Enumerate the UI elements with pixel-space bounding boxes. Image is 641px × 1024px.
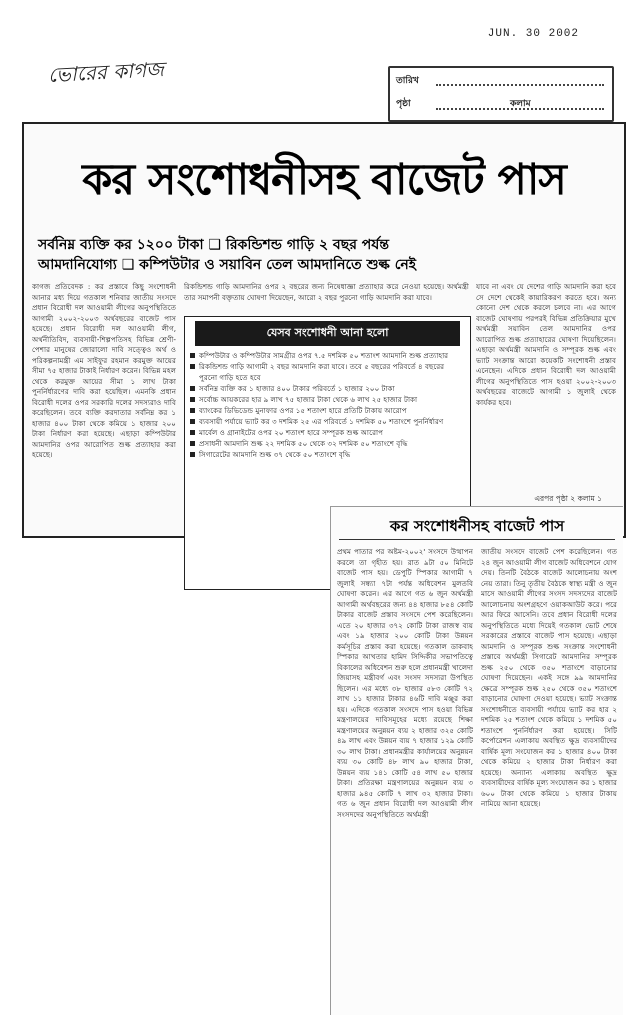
article-clipping-front bbox=[22, 122, 626, 538]
amendment-item: সিগারেটের আমদানি শুল্ক ৩৭ থেকে ৫০ শতাংশে বৃদ্ধি bbox=[185, 449, 470, 460]
amendment-item: ব্যাংকের ডিভিডেন্ড মুনাফার ওপর ১৫ শতাংশ হারে প্রতিটি টাকায় আরোপ bbox=[185, 405, 470, 416]
article-column-left: কাগজ প্রতিবেদক : কর প্রস্তাবে কিছু সংশোধনী আনার মধ্য দিয়ে গতকাল শনিবার জাতীয় সংসদে প্রধান বিরোধী দল আওয়ামী লীগের অনুপস্থিতিতে আগামী ২০০২-২০০৩ অর্থবছরের বাজেট পাস হয়েছে। প্রধান বিরোধী দল আওয়ামী লীগ, অর্থনীতিবিদ, ব্যবসায়ী-শিল্পপতিসহ বিভিন্ন শ্রেণী-পেশার মানুষের জোরালো দাবি সত্ত্বেও অর্থ ও পরিকল্পনামন্ত্রী এম সাইফুর রহমান করমুক্ত আয়ের সীমা ৭৫ হাজার টাকাই নির্ধারণ করেন। বিভিন্ন মহল থেকে করমুক্ত আয়ের সীমা ১ লাখ টাকা পুনর্নির্ধারণের দাবি করা হয়েছিল। এমনকি প্রধান বিরোধী দলের ওপর সরকারি দলের সদস্যরাও দাবি করেছিলেন। তবে ব্যক্তি করদাতার সর্বনিম্ন কর ১ হাজার ৪০০ টাকা থেকে কমিয়ে ১ হাজার ২০০ টাকা নির্ধারণ করা হয়েছে। এছাড়া কম্পিউটার আমদানির ওপর আরোপিত শুল্ক প্রত্যাহার করা হয়েছে। bbox=[32, 282, 176, 459]
continued-headline: কর সংশোধনীসহ বাজেট পাস bbox=[389, 517, 565, 535]
stamp-page-label: পৃষ্ঠা bbox=[396, 99, 411, 109]
stamp-column-label: কলাম bbox=[510, 99, 531, 109]
amendment-item: সর্বোচ্চ আয়করের হার ৯ লাখ ৭৫ হাজার টাকা থেকে ৬ লাখ ২৫ হাজার টাকা bbox=[185, 394, 470, 405]
date-stamp: JUN. 30 2002 bbox=[487, 28, 579, 40]
amendment-item: প্রসাধনী আমদানি শুল্ক ২২ দশমিক ৫০ থেকে ৩২ দশমিক ৫০ শতাংশে বৃদ্ধি bbox=[185, 438, 470, 449]
archive-stamp bbox=[388, 66, 614, 122]
article-column-middle-top: রিকন্ডিশন্ড গাড়ি আমদানির ওপর ২ বছরের জন্য নিষেধাজ্ঞা প্রত্যাহার করে নেওয়া হয়েছে। অর্থমন্ত্রী তার সমাপনী বক্তৃতায় ঘোষণা দিয়েছেন, আরো ২ বছর পুরনো গাড়ি আমদানি করা যাবে। bbox=[184, 282, 469, 302]
subheadline-1: সর্বনিম্ন ব্যক্তি কর ১২০০ টাকা ❑ রিকন্ডিশন্ড গাড়ি ২ বছর পর্যন্ত bbox=[38, 237, 389, 253]
amendment-item: মার্বেল ও গ্রানাইটের ওপর ২০ শতাংশ হারে সম্পূরক শুল্ক আরোপ bbox=[185, 427, 470, 438]
continued-column-a: প্রথম পাতার পর অষ্টম-২০০২' সংসদে উত্থাপন করলে তা গৃহীত হয়। রাত ৯টা ৫০ মিনিটে বাজেট পাস হয়। ডেপুটি স্পিকার আগামী ৭ জুলাই সন্ধ্যা ৭টা পর্যন্ত অধিবেশন মুলতবি ঘোষণা করেন। এর আগে গত ৬ জুন অর্থমন্ত্রী আগামী অর্থবছরের জন্য ৪৪ হাজার ৮৫৪ কোটি টাকার বাজেট প্রস্তাব সংসদে পেশ করেছিলেন। এতে ২০ হাজার ৩৭২ কোটি টাকা রাজস্ব ব্যয় এবং ১৯ হাজার ২০০ কোটি টাকা উন্নয়ন কর্মসূচির প্রস্তাব করা হয়েছে। গতকাল ডাকবাহ স্পিকার আখতার হামিদ সিদ্দিকীর সভাপতিত্বে বিকালের অধিবেশন শুরু হলে প্রধানমন্ত্রী খালেদা জিয়াসহ মন্ত্রীবর্গ এবং সংসদ সদস্যরা উপস্থিত ছিলেন। এর মধ্যে ৩৮ হাজার ৫৮৩ কোটি ৭২ লাখ ১১ হাজার টাকার ৪৬টি দাবি মঞ্জুর করা হয়। এদিকে গতকাল সংসদে পাস হওয়া বিভিন্ন মন্ত্রণালয়ের দাবিসমূহের মধ্যে রয়েছে শিক্ষা মন্ত্রণালয়ের অনুন্নয়ন ব্যয় ২ হাজার ৩২৫ কোটি ৪৯ লাখ এবং উন্নয়ন ব্যয় ৭ হাজার ১২৯ কোটি ৩০ লাখ টাকা। প্রধানমন্ত্রীর কার্যালয়ের অনুন্নয়ন ব্যয় ৩০ কোটি ৪৮ লাখ ৯০ হাজার টাকা, উন্নয়ন ব্যয় ১৪১ কোটি ৫৪ লাখ ৫০ হাজার টাকা। প্রতিরক্ষা মন্ত্রণালয়ের অনুন্নয়ন ব্যয় ৩ হাজার ৯৪৫ কোটি ৭ লাখ ৩২ হাজার টাকা। গত ৬ জুন প্রধান বিরোধী দল আওয়ামী লীগ সংসদদের অনুপস্থিতিতে অর্থমন্ত্রী bbox=[337, 547, 473, 819]
stamp-date-label: তারিখ bbox=[396, 76, 419, 86]
headline-rule bbox=[339, 539, 615, 540]
amendment-item: রিকন্ডিশন্ড গাড়ি আগামী ২ বছর আমদানি করা যাবে। তবে ৫ বছরের পরিবর্তে ৪ বছরের পুরনো গাড়ি হতে হবে bbox=[185, 361, 470, 383]
stamp-page-line bbox=[436, 108, 604, 110]
amendments-box-title: যেসব সংশোধনী আনা হলো bbox=[195, 321, 460, 346]
subheadline-2: আমদানিযোগ্য ❑ কম্পিউটার ও সয়াবিন তেল আমদানিতে শুল্ক নেই bbox=[38, 257, 417, 273]
amendment-item: ব্যবসায়ী পর্যায়ে ভ্যাট কর ৩ দশমিক ২৫ এর পরিবর্তে ১ দশমিক ৫০ শতাংশে পুনর্নির্ধারণ bbox=[185, 416, 470, 427]
newspaper-masthead: ভোরের কাগজ bbox=[47, 56, 165, 88]
stamp-date-line bbox=[436, 84, 604, 86]
article-clipping-continued bbox=[330, 506, 623, 1015]
article-column-right: যাবে না এবং যে দেশের গাড়ি আমদানি করা হবে সে দেশে থেকেই কায়ারিকরণ করতে হবে। অন্য কোনো দেশ থেকে করলে চলবে না। এর আগে বাজেট ঘোষণায় পরপরই বিভিন্ন প্রতিক্রিয়ার মুখে অর্থমন্ত্রী সয়াবিন তেল আমদানির ওপর আরোপিত শুল্ক প্রত্যাহারের ঘোষণা দিয়েছিলেন। এছাড়া অর্থমন্ত্রী আমদানি ও সম্পূরক শুল্ক এবং ভ্যাট সংক্রান্ত আরো কয়েকটি সংশোধনী প্রস্তাব এনেছেন। এদিকে প্রধান বিরোধী দল আওয়ামী লীগের অনুপস্থিতিতে পাস হওয়া ২০০২-২০০৩ অর্থবছরের বাজেটে আগামী ১ জুলাই থেকে কার্যকর হবে। bbox=[476, 282, 616, 407]
continued-note: এরপর পৃষ্ঠা ২ কলাম ১ bbox=[534, 494, 602, 503]
article-headline: কর সংশোধনীসহ বাজেট পাস bbox=[82, 155, 566, 205]
amendment-item: সর্বনিম্ন ব্যক্তি কর ১ হাজার ৪০০ টাকার পরিবর্তে ১ হাজার ২০০ টাকা bbox=[185, 383, 470, 394]
amendment-item: কম্পিউটার ও কম্পিউটার সামগ্রীর ওপর ৭.৫ দশমিক ৫০ শতাংশ আমদানি শুল্ক প্রত্যাহার bbox=[185, 350, 470, 361]
continued-column-b: জাতীয় সংসদে বাজেট পেশ করেছিলেন। গত ২৪ জুন আওয়ামী লীগ বাজেট অধিবেশনে যোগ দেয়। তিনটি বৈঠকে বাজেট আলোচনায় অংশ নেয় তারা। তিনু তৃতীয় বৈঠকে স্বাস্থ্য মন্ত্রী ও জুন মাসে আওয়ামী লীগের সংসদ সদস্যদের বাজেট আলোচনায় অংশগ্রহণে ওয়াকআউট করে। পরে আর ফিরে আসেনি। তবে প্রধান বিরোধী দলের অনুপস্থিতিতে মধ্যে দিয়েই গতকাল ভোট শেষে সরকারের প্রস্তাবে বাজেট পাস হয়েছে। এছাড়া আমদানি ও সম্পূরক শুল্ক সংক্রান্ত সংশোধনী প্রস্তাবে অর্থমন্ত্রী সিগারেট আমদানির সম্পূরক শুল্ক ২৫০ থেকে ৩৫০ শতাংশে বাড়ানোর ঘোষণা দিয়েছেন। একই সঙ্গে ৯৯ আমদানির ক্ষেত্রে সম্পূরক শুল্ক ২৫০ থেকে ৩৫০ শতাংশে বাড়ানোর ঘোষণা দেওয়া হয়েছে। ভ্যাট সংক্রান্ত সংশোধনীতে ব্যবসায়ী পর্যায়ে ভ্যাট কর হার ২ দশমিক ২৫ শতাংশ থেকে কমিয়ে ১ দশমিক ৫০ শতাংশে পুনর্নির্ধারণ করা হয়েছে। সিটি কর্পোরেশন এলাকায় অবস্থিত ক্ষুদ্র ব্যবসায়ীদের বার্ষিক মূল্য সংযোজন কর ১ হাজার ৪০০ টাকা থেকে কমিয়ে ২ হাজার টাকা নির্ধারণ করা হয়েছে। অন্যান্য এলাকায় অবস্থিত ক্ষুদ্র ব্যবসায়ীদের বার্ষিক মূল্য সংযোজন কর ১ হাজার ৬০০ টাকা থেকে কমিয়ে ১ হাজার টাকায় নামিয়ে আনা হয়েছে। bbox=[481, 547, 617, 808]
